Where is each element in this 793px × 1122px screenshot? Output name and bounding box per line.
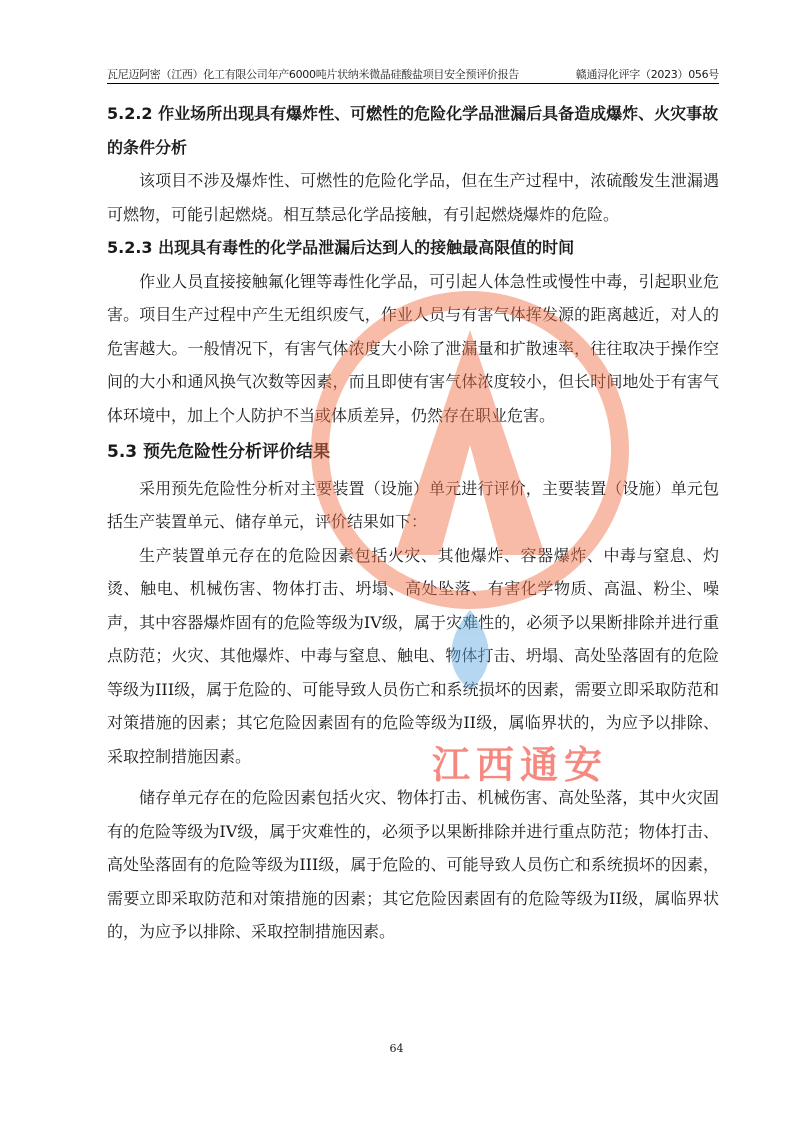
section-heading-5-2-3: 5.2.3 出现具有毒性的化学品泄漏后达到人的接触最高限值的时间 [107,238,575,257]
page-header [107,66,719,82]
header-document-number: 赣通浔化评字（2023）056号 [575,68,719,81]
paragraph-5-2-2: 该项目不涉及爆炸性、可燃性的危险化学品，但在生产过程中，浓硫酸发生泄漏遇可燃物，可能引起燃烧。相互禁忌化学品接触，有引起燃烧爆炸的危险。 [107,171,719,224]
page-content [107,97,719,949]
section-heading-5-3: 5.3 预先危险性分析评价结果 [107,442,331,462]
paragraph-5-3-storage: 储存单元存在的危险因素包括火灾、物体打击、机械伤害、高处坠落，其中火灾固有的危险等级为IV级，属于灾难性的，必须予以果断排除并进行重点防范；物体打击、高处坠落固有的危险等级为III级，属于危险的、可能导致人员伤亡和系统损坏的因素，需要立即采取防范和对策措施的因素；其它危险因素固有的危险等级为II级，属临界状的，为应予以排除、采取控制措施因素。 [107,788,719,941]
paragraph-5-3-intro: 采用预先危险性分析对主要装置（设施）单元进行评价，主要装置（设施）单元包括生产装置单元、储存单元，评价结果如下： [107,478,719,531]
paragraph-5-3-production: 生产装置单元存在的危险因素包括火灾、其他爆炸、容器爆炸、中毒与窒息、灼烫、触电、机械伤害、物体打击、坍塌、高处坠落、有害化学物质、高温、粉尘、噪声，其中容器爆炸固有的危险等级为IV级，属于灾难性的，必须予以果断排除并进行重点防范；火灾、其他爆炸、中毒与窒息、触电、物体打击、坍塌、高处坠落固有的危险等级为III级，属于危险的、可能导致人员伤亡和系统损坏的因素，需要立即采取防范和对策措施的因素；其它危险因素固有的危险等级为II级，属临界状的，为应予以排除、采取控制措施因素。 [107,545,719,766]
paragraph-5-2-3: 作业人员直接接触氟化锂等毒性化学品，可引起人体急性或慢性中毒，引起职业危害。项目生产过程中产生无组织废气，作业人员与有害气体挥发源的距离越近，对人的危害越大。一般情况下，有害气体浓度大小除了泄漏量和扩散速率，往往取决于操作空间的大小和通风换气次数等因素，而且即使有害气体浓度较小，但长时间地处于有害气体环境中，加上个人防护不当或体质差异，仍然存在职业危害。 [107,271,719,425]
page-number: 64 [389,1042,404,1055]
header-report-title: 瓦尼迈阿密（江西）化工有限公司年产6000吨片状纳米微晶硅酸盐项目安全预评价报告 [107,68,519,81]
header-divider [107,83,719,84]
watermark-text: 江西通安 [431,743,609,787]
section-heading-5-2-2: 5.2.2 作业场所出现具有爆炸性、可燃性的危险化学品泄漏后具备造成爆炸、火灾事故的条件分析 [107,104,719,157]
